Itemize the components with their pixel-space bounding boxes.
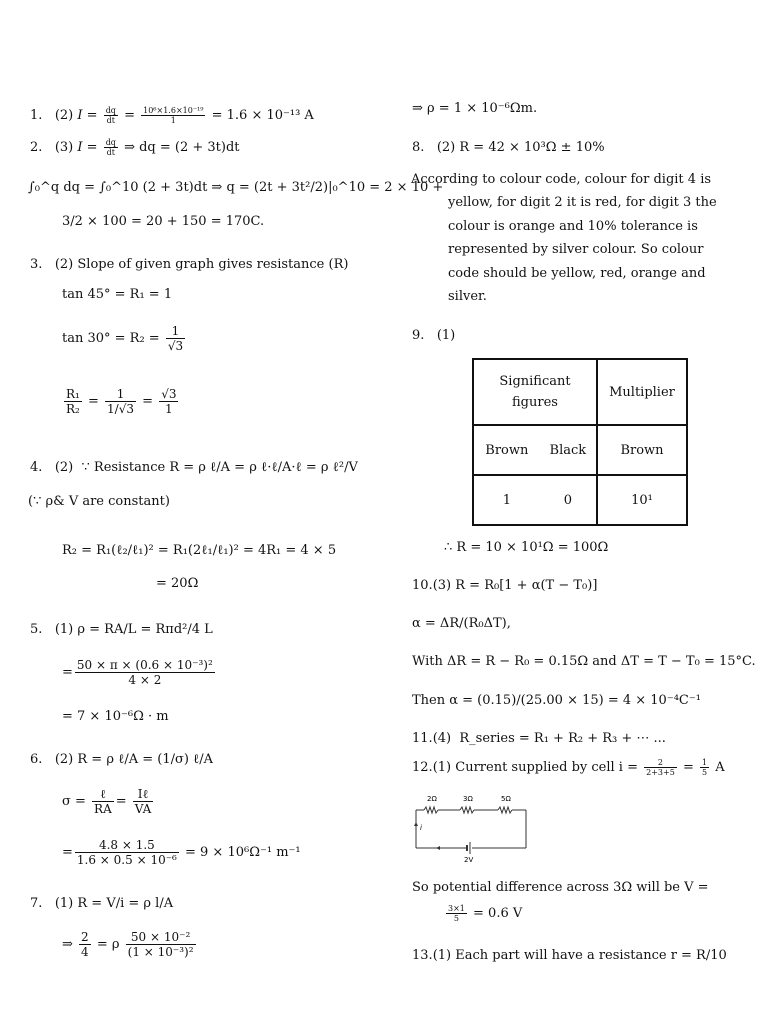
q7-line xyxy=(30,896,173,912)
q6-number: 6. xyxy=(30,752,43,767)
label-current: i xyxy=(420,824,422,832)
q3-tan30: tan 30° = R₂ = $\frac{1}{√3}$ xyxy=(62,324,184,353)
q2-line xyxy=(30,138,240,157)
table-cell: Black xyxy=(540,425,597,475)
label-2-ohm: 2Ω xyxy=(427,795,437,803)
q4-result: = 20Ω xyxy=(156,576,199,591)
q5-answer: (1) xyxy=(54,622,74,637)
current-arrow-icon xyxy=(414,822,418,826)
q8-para-3: colour is orange and 10% tolerance is xyxy=(448,219,698,234)
q12-line: 12.(1) Current supplied by cell i = $\frac{2}{2+3+5}$ = $\frac{1}{5}$ A xyxy=(412,758,725,777)
q8-para-1: According to colour code, colour for digit 4 is xyxy=(411,172,712,187)
q9-number: 9. xyxy=(412,328,425,343)
q2-integral-result: 3/2 × 100 = 20 + 150 = 170C. xyxy=(62,214,265,229)
q12-text: Current supplied by cell i = xyxy=(455,760,638,775)
q12-answer: (1) xyxy=(432,760,452,775)
q1-result: = 1.6 × 10⁻¹³ A xyxy=(211,108,314,123)
q3-ratio: $\frac{\text{R₁}}{\text{R₂}}$ = $\frac{1}{1/√3}$ = $\frac{√3}{1}$ xyxy=(66,387,177,416)
rho-result: ⇒ ρ = 1 × 10⁻⁶Ωm. xyxy=(412,101,538,116)
q11-answer: (4) xyxy=(432,731,452,746)
q1-eq: = xyxy=(124,108,135,123)
q8-line xyxy=(412,140,605,156)
q8-answer: (2) xyxy=(436,140,456,155)
table-cell: 10¹ xyxy=(597,475,687,525)
q8-text: R = 42 × 10³Ω ± 10% xyxy=(459,140,605,155)
q7-equation: ⇒ $\frac{2}{4}$ = ρ $\frac{\text{50 × 10⁻²}}{\text{(1 × 10⁻³)²}}$ xyxy=(62,930,194,959)
q3-tan45: tan 45° = R₁ = 1 xyxy=(62,287,173,302)
q8-para-2: yellow, for digit 2 it is red, for digit 3 the xyxy=(448,195,717,210)
q10-result: Then α = (0.15)/(25.00 × 15) = 4 × 10⁻⁴C⁻¹ xyxy=(412,693,701,708)
circuit-diagram xyxy=(412,792,532,864)
q3-answer: (2) xyxy=(54,257,74,272)
q5-result: = 7 × 10⁻⁶Ω · m xyxy=(62,709,169,724)
q8-number: 8. xyxy=(412,140,425,155)
q8-para-4: represented by silver colour. So colour xyxy=(448,242,704,257)
q6-sigma: σ = $\frac{\text{ℓ}}{RA}$ = $\frac{\text{Iℓ}}{VA}$ xyxy=(62,787,152,816)
q13-text: Each part will have a resistance r = R/10 xyxy=(455,948,727,963)
q13-number: 13. xyxy=(412,948,433,963)
q12-result: $\frac{3\times 1}{5}$ = 0.6 V xyxy=(448,904,523,923)
q7-answer: (1) xyxy=(54,896,74,911)
q6-fraction-line: = $\frac{4.8 \times 1.5}{\text{1.6 × 0.5 × 10⁻⁶}}$ = 9 × 10⁶Ω⁻¹ m⁻¹ xyxy=(62,838,301,867)
table-header-multiplier: Multiplier xyxy=(597,359,687,425)
q6-line xyxy=(30,752,213,768)
q11-line xyxy=(412,731,666,747)
q5-text: ρ = RA/L = Rπd²/4 L xyxy=(77,622,213,637)
q3-text: Slope of given graph gives resistance (R) xyxy=(77,257,349,272)
q9-line xyxy=(412,328,455,344)
table-cell: Brown xyxy=(597,425,687,475)
table-cell: Brown xyxy=(473,425,540,475)
q4-answer: (2) xyxy=(54,460,74,475)
q7-number: 7. xyxy=(30,896,43,911)
q4-number: 4. xyxy=(30,460,43,475)
table-header-significant: Significant figures xyxy=(473,359,597,425)
resistor-3-ohm xyxy=(460,807,474,813)
q13-answer: (1) xyxy=(432,948,452,963)
colour-code-table xyxy=(472,358,688,526)
q6-answer: (2) xyxy=(54,752,74,767)
q10-answer: (3) xyxy=(432,578,452,593)
q10-text: R = R₀[1 + α(T − T₀)] xyxy=(455,578,598,593)
label-emf: 2V xyxy=(464,856,474,864)
q1-line xyxy=(30,106,314,125)
q2-frac: $\frac{dq}{dt}$ xyxy=(105,138,116,157)
q11-number: 11. xyxy=(412,731,433,746)
q2-result: ⇒ dq = (2 + 3t)dt xyxy=(124,140,240,155)
q6-text: R = ρ ℓ/A = (1/σ) ℓ/A xyxy=(77,752,214,767)
q12-para: So potential difference across 3Ω will be V = xyxy=(412,880,709,895)
resistor-2-ohm xyxy=(424,807,438,813)
q4-note: (∵ ρ& V are constant) xyxy=(28,494,170,509)
q4-equation: R₂ = R₁(ℓ₂/ℓ₁)² = R₁(2ℓ₁/ℓ₁)² = 4R₁ = 4 × 5 xyxy=(62,543,337,558)
q2-answer: (3) xyxy=(54,140,74,155)
label-3-ohm: 3Ω xyxy=(463,795,473,803)
q1-lhs: I = xyxy=(77,108,98,123)
resistor-5-ohm xyxy=(498,807,512,813)
q8-para-5: code should be yellow, red, orange and xyxy=(448,266,706,281)
current-arrow-icon xyxy=(436,846,440,850)
table-cell: 0 xyxy=(540,475,597,525)
q1-answer: (2) xyxy=(54,108,74,123)
q9-result: ∴ R = 10 × 10¹Ω = 100Ω xyxy=(444,540,609,555)
table-row xyxy=(473,425,687,475)
q5-line xyxy=(30,622,213,638)
q12-number: 12. xyxy=(412,760,433,775)
q10-line xyxy=(412,578,597,594)
q3-number: 3. xyxy=(30,257,43,272)
table-row xyxy=(473,475,687,525)
q5-number: 5. xyxy=(30,622,43,637)
q1-number: 1. xyxy=(30,108,43,123)
q2-number: 2. xyxy=(30,140,43,155)
q2-integral-line: ∫₀^q dq = ∫₀^10 (2 + 3t)dt ⇒ q = (2t + 3t²/2)|₀^10 = 2 × 10 + xyxy=(28,180,444,195)
q10-number: 10. xyxy=(412,578,433,593)
q1-frac2: $\frac{\text{10⁶×1.6×10⁻¹⁹}}{1}$ xyxy=(143,106,204,125)
q7-text: R = V/i = ρ l/A xyxy=(77,896,174,911)
q10-deltas: With ΔR = R − R₀ = 0.15Ω and ΔT = T − T₀ = 15°C. xyxy=(412,654,756,669)
q11-text: R_series = R₁ + R₂ + R₃ + ⋯ ... xyxy=(459,731,666,746)
q8-para-6: silver. xyxy=(448,289,487,304)
q2-lhs: I = xyxy=(77,140,98,155)
q9-answer: (1) xyxy=(436,328,456,343)
q13-line xyxy=(412,948,727,964)
label-5-ohm: 5Ω xyxy=(501,795,511,803)
q3-line xyxy=(30,257,348,273)
q4-line xyxy=(30,460,358,476)
q1-frac1: $\frac{dq}{dt}$ xyxy=(105,106,116,125)
table-cell: 1 xyxy=(473,475,540,525)
q10-alpha: α = ΔR/(R₀ΔT), xyxy=(412,616,511,631)
q4-text: ∵ Resistance R = ρ ℓ/A = ρ ℓ·ℓ/A·ℓ = ρ ℓ²/V xyxy=(81,460,358,475)
q5-fraction-line: = $\frac{\text{50 × π × (0.6 × 10⁻³)²}}{4 \times 2}$ xyxy=(62,658,213,687)
